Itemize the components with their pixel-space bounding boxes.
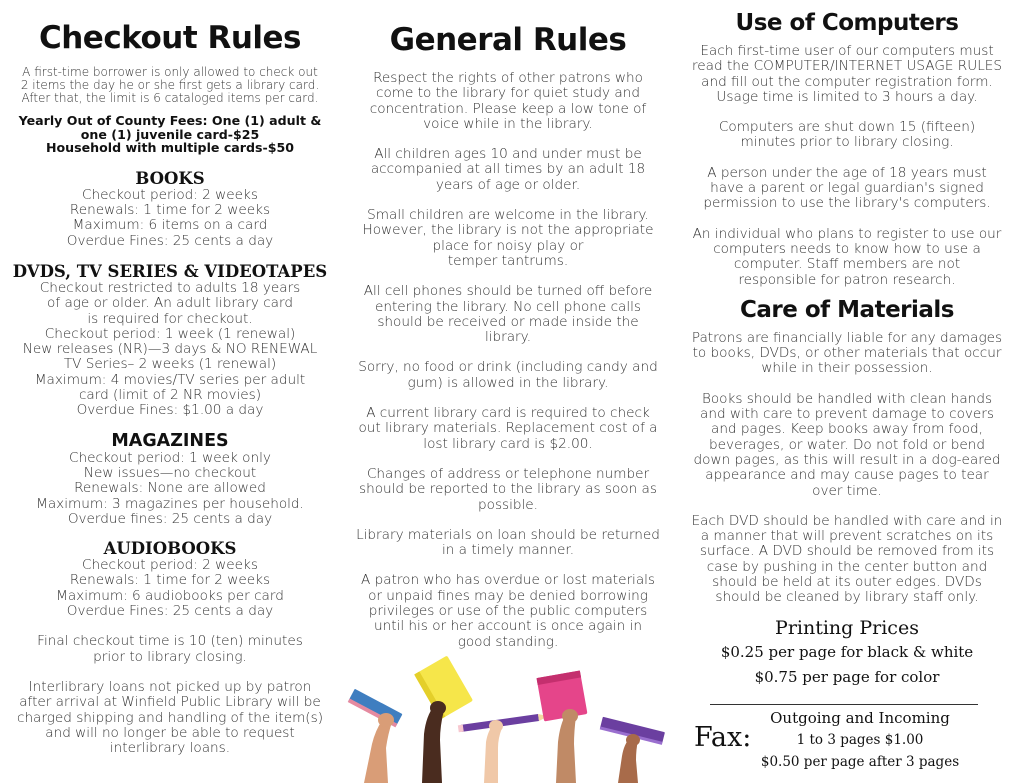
interlibrary-loans-note: Interlibrary loans not picked up by patron after arrival at Winfield Public Library will be charged shipping and handling of the item(s) and will no longer be able to request interlibrary loans. [16,678,324,757]
dvds-section: DVDS, TV SERIES & VIDEOTAPES Checkout restricted to adults 18 years of age or older. An adult library card is required for checkout. Checkout period: 1 week (1 renewal) New releases (NR)—3 days & NO RENEWAL TV Series– 2 weeks (1 renewal) Maximum: 4 movies/TV series per adult card (limit of 2 NR movies) Overdue Fines: $1.00 a day [0,262,340,419]
audiobooks-heading: AUDIOBOOKS [103,539,237,559]
general-rule-library-card: A current library card is required to check out library materials. Replacement cost of a lost library card is $2.00. [358,405,658,452]
general-rule-overdue: A patron who has overdue or lost materials or unpaid fines may be denied borrowing privileges or use of the public computers until his or her account is once again in good standing. [360,572,656,650]
price-black-white: $0.25 per page for black & white [720,642,974,661]
fax-prices [750,708,970,773]
general-rule-respect: Respect the rights of other patrons who come to the library for quiet study and concentration. Please keep a low tone of voice while in the library. [369,70,647,132]
first-time-borrower-note: A first-time borrower is only allowed to check out 2 items the day he or she first gets a library card. After that, the limit is 6 cataloged items per card. [20,65,320,105]
dvds-heading: DVDS, TV SERIES & VIDEOTAPES [12,261,328,281]
books-heading: BOOKS [135,168,205,188]
audiobooks-section: AUDIOBOOKS Checkout period: 2 weeks Renewals: 1 time for 2 weeks Maximum: 6 audiobooks per card Overdue Fines: 25 cents a day [0,539,340,619]
general-rule-address-change: Changes of address or telephone number should be reported to the library as soon as possible. [359,465,657,513]
price-color: $0.75 per page for color [754,667,940,686]
computers-and-care-column [680,0,1014,690]
fax-price-first: 1 to 3 pages $1.00 [796,732,924,748]
magazines-heading: MAGAZINES [111,430,229,451]
fax-label: Fax: [694,722,752,753]
books-section: BOOKS Checkout period: 2 weeks Renewals: 1 time for 2 weeks Maximum: 6 items on a card Overdue Fines: 25 cents a day [0,169,340,249]
general-rules-title: General Rules [389,22,627,58]
care-rule-books: Books should be handled with clean hands and with care to prevent damage to covers and pages. Keep books away from food, beverages, or water. Do not fold or bend down pages, as this will result in a dog-eared appearance and may cause pages to tear over time. [693,390,1001,499]
out-of-county-fees: Yearly Out of County Fees: One (1) adult & one (1) juvenile card-$25 Household with multiple cards-$50 [18,113,322,156]
general-rule-food: Sorry, no food or drink (including candy and gum) is allowed in the library. [358,359,658,391]
general-rules-column [346,0,670,650]
general-rule-cell-phones: All cell phones should be turned off before entering the library. No cell phone calls should be received or made inside the library. [363,283,653,346]
use-of-computers-title: Use of Computers [735,10,959,36]
care-of-materials-title: Care of Materials [740,296,954,323]
fax-heading: Outgoing and Incoming [770,709,950,727]
care-rule-dvds: Each DVD should be handled with care and in a manner that will prevent scratches on its surface. A DVD should be removed from its case by pushing in the center button and should be held at its outer edges. DVDs should be cleaned by library staff only. [691,512,1003,606]
care-rule-liability: Patrons are financially liable for any damages to books, DVDs, or other materials that occur while in their possession. [691,329,1003,377]
final-checkout-note: Final checkout time is 10 (ten) minutes prior to library closing. [37,633,303,665]
fax-price-additional: $0.50 per page after 3 pages [760,754,960,770]
hand-with-pink-book [537,671,588,783]
general-rule-small-children: Small children are welcome in the library. However, the library is not the appropriate place for noisy play or temper tantrums. [362,207,654,269]
computer-rule-skills: An individual who plans to register to use our computers needs to know how to use a computer. Staff members are not responsible for patron research. [692,225,1002,288]
magazines-section: MAGAZINES Checkout period: 1 week only New issues—no checkout Renewals: None are allowed Maximum: 3 magazines per household. Overdue fines: 25 cents a day [0,431,340,527]
hand-with-yellow-book [414,656,473,783]
printing-prices [680,616,1014,690]
printing-prices-title: Printing Prices [775,616,919,639]
computer-rule-minors: A person under the age of 18 years must have a parent or legal guardian's signed permission to use the library's computers. [703,164,991,212]
general-rule-returns: Library materials on loan should be returned in a timely manner. [356,526,660,559]
checkout-rules-title: Checkout Rules [38,20,302,56]
raised-hands-books-illustration [346,656,670,783]
computer-rule-registration: Each first-time user of our computers must read the COMPUTER/INTERNET USAGE RULES and fill out the computer registration form. Usage time is limited to 3 hours a day. [692,43,1002,105]
hand-with-blue-book [348,689,403,783]
hand-with-pencil [458,713,549,783]
divider [710,704,978,705]
hand-with-purple-book [600,717,665,783]
computer-rule-shutdown: Computers are shut down 15 (fifteen) minutes prior to library closing. [718,119,976,151]
general-rule-children: All children ages 10 and under must be accompanied at all times by an adult 18 years of age or older. [370,146,646,193]
checkout-rules-column [0,0,340,756]
